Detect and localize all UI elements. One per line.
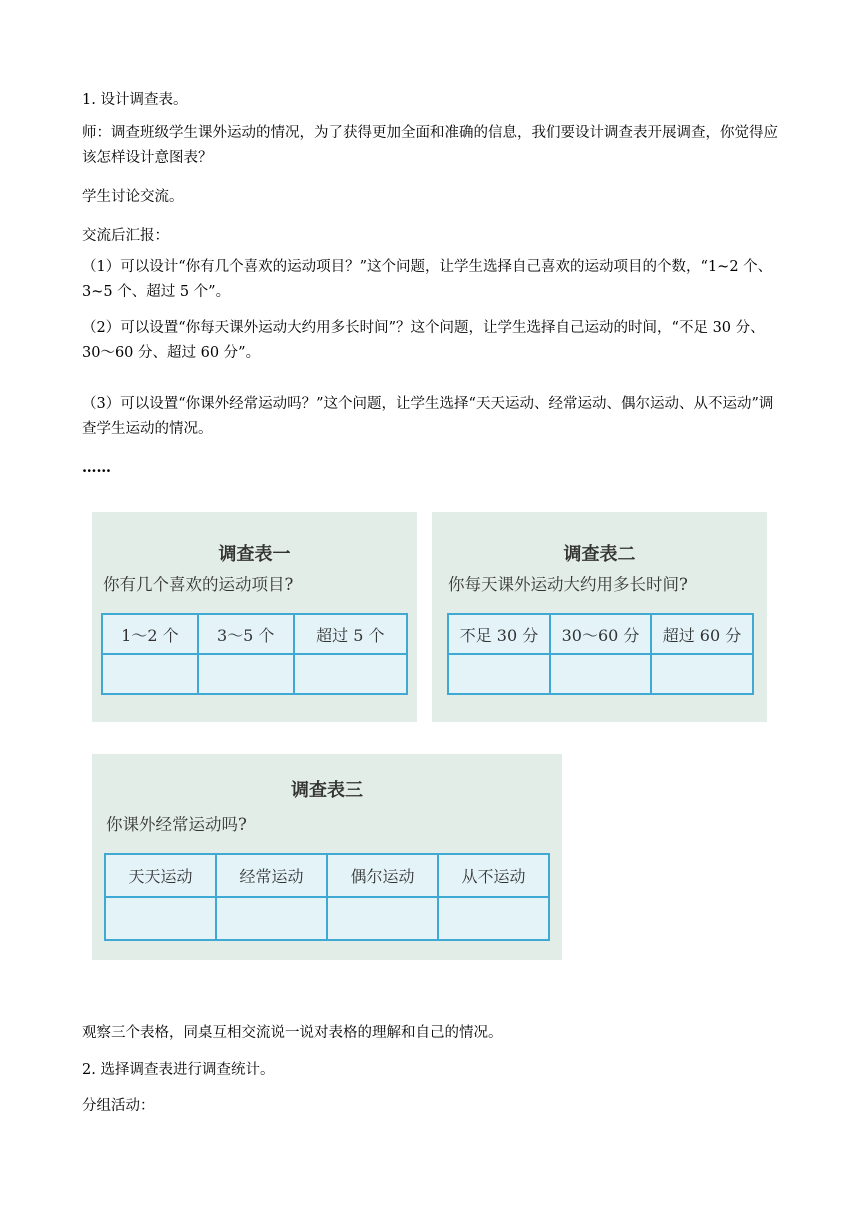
survey-title-1: 调查表一 bbox=[218, 544, 291, 565]
survey-empty-cell bbox=[102, 654, 198, 694]
report-paragraph: 交流后汇报： bbox=[82, 228, 169, 244]
survey-empty-cell bbox=[198, 654, 294, 694]
option-2-paragraph: （2）可以设置“你每天课外运动大约用多长时间”？这个问题，让学生选择自己运动的时间，“不足 30 分、30～60 分、超过 60 分”。 bbox=[82, 320, 765, 361]
survey-card-3 bbox=[92, 754, 562, 960]
survey-table-2 bbox=[447, 613, 754, 695]
survey-card-2 bbox=[432, 512, 767, 722]
survey-empty-cell bbox=[448, 654, 550, 694]
survey-empty-cell bbox=[327, 897, 438, 940]
survey-header-cell: 1～2 个 bbox=[102, 614, 198, 654]
section-heading-1: 1. 设计调查表。 bbox=[82, 92, 188, 108]
survey-table-1 bbox=[101, 613, 408, 695]
survey-header-cell: 从不运动 bbox=[438, 854, 549, 897]
survey-empty-cell bbox=[294, 654, 407, 694]
ellipsis: …… bbox=[82, 459, 111, 476]
survey-empty-cell bbox=[651, 654, 753, 694]
option-3-paragraph: （3）可以设置“你课外经常运动吗？”这个问题，让学生选择“天天运动、经常运动、偶尔运动、从不运动”调查学生运动的情况。 bbox=[82, 396, 774, 437]
survey-question-2: 你每天课外运动大约用多长时间? bbox=[448, 575, 688, 594]
survey-header-cell: 3～5 个 bbox=[198, 614, 294, 654]
survey-header-cell: 30～60 分 bbox=[550, 614, 651, 654]
group-activity-paragraph: 分组活动： bbox=[82, 1098, 155, 1114]
survey-empty-cell bbox=[216, 897, 327, 940]
observe-paragraph: 观察三个表格，同桌互相交流说一说对表格的理解和自己的情况。 bbox=[82, 1025, 503, 1041]
survey-question-3: 你课外经常运动吗? bbox=[106, 815, 247, 834]
survey-header-cell: 天天运动 bbox=[105, 854, 216, 897]
survey-empty-cell bbox=[105, 897, 216, 940]
survey-header-cell: 经常运动 bbox=[216, 854, 327, 897]
section-heading-2: 2. 选择调查表进行调查统计。 bbox=[82, 1062, 275, 1078]
survey-header-cell: 不足 30 分 bbox=[448, 614, 550, 654]
teacher-paragraph: 师：调查班级学生课外运动的情况，为了获得更加全面和准确的信息，我们要设计调查表开展调查，你觉得应该怎样设计意图表？ bbox=[82, 125, 778, 166]
survey-title-3: 调查表三 bbox=[291, 780, 363, 801]
survey-title-2: 调查表二 bbox=[563, 544, 636, 565]
survey-card-1 bbox=[92, 512, 417, 722]
survey-table-3 bbox=[104, 853, 550, 941]
survey-question-1: 你有几个喜欢的运动项目? bbox=[103, 575, 294, 594]
survey-header-cell: 超过 5 个 bbox=[294, 614, 407, 654]
survey-empty-cell bbox=[550, 654, 651, 694]
survey-empty-cell bbox=[438, 897, 549, 940]
survey-header-cell: 超过 60 分 bbox=[651, 614, 753, 654]
option-1-paragraph: （1）可以设计“你有几个喜欢的运动项目？”这个问题，让学生选择自己喜欢的运动项目的个数，“1~2 个、3~5 个、超过 5 个”。 bbox=[82, 259, 773, 300]
discussion-paragraph: 学生讨论交流。 bbox=[82, 189, 184, 205]
survey-header-cell: 偶尔运动 bbox=[327, 854, 438, 897]
